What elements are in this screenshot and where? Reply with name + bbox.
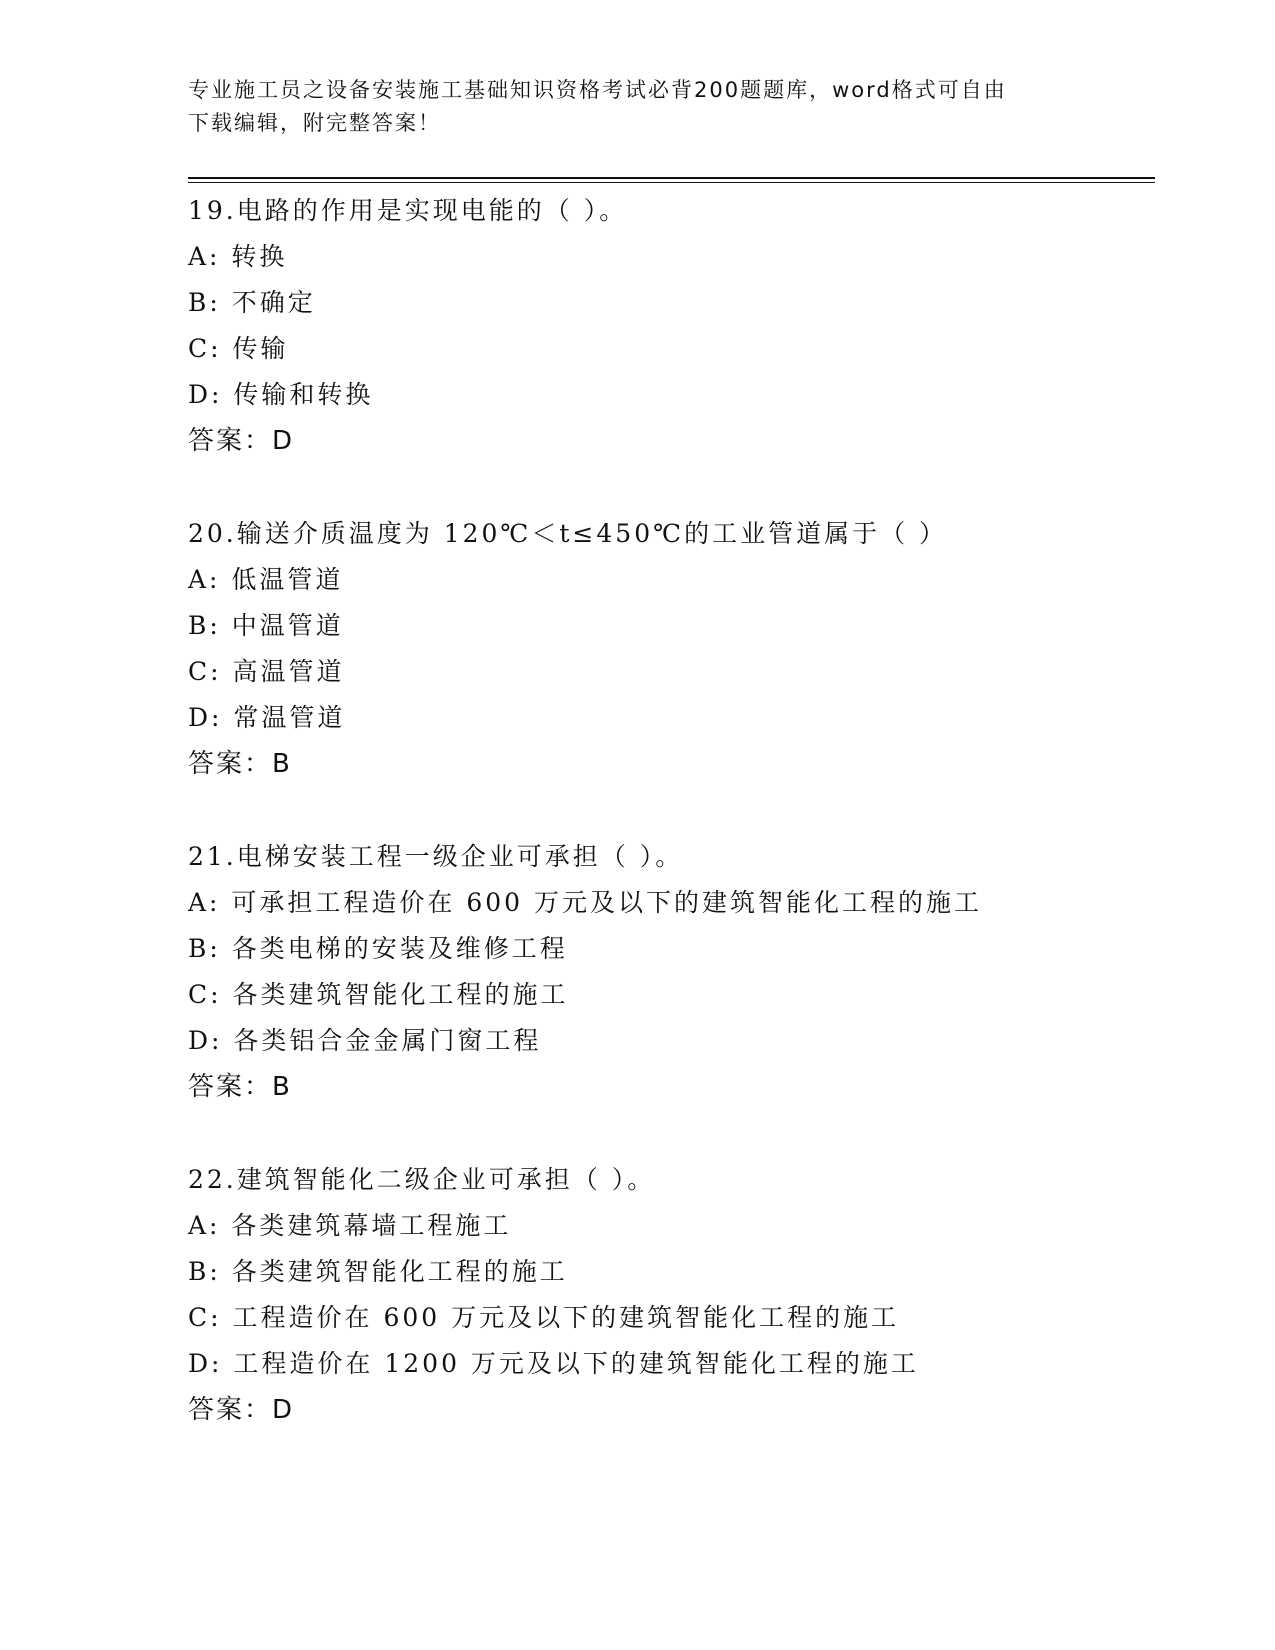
option-b: B: 各类电梯的安装及维修工程	[188, 934, 568, 963]
option-a: A: 转换	[188, 242, 288, 271]
option-c: C: 各类建筑智能化工程的施工	[188, 980, 569, 1009]
question-stem: 19.电路的作用是实现电能的（ ）。	[188, 196, 628, 225]
document-header	[188, 74, 1068, 140]
option-b: B: 不确定	[188, 288, 316, 317]
option-c: C: 工程造价在 600 万元及以下的建筑智能化工程的施工	[188, 1303, 900, 1332]
option-d: D: 各类铝合金金属门窗工程	[188, 1026, 542, 1055]
header-line-1: 专业施工员之设备安装施工基础知识资格考试必背200题题库，word格式可自由	[188, 78, 1007, 102]
question-stem: 20.输送介质温度为 120℃＜t≤450℃的工业管道属于（ ）	[188, 519, 948, 548]
option-a: A: 低温管道	[188, 565, 344, 594]
question-list	[188, 188, 1148, 1480]
question-20	[188, 511, 1148, 787]
question-stem: 21.电梯安装工程一级企业可承担（ ）。	[188, 842, 684, 871]
option-d: D: 工程造价在 1200 万元及以下的建筑智能化工程的施工	[188, 1349, 919, 1378]
header-divider-thin	[188, 182, 1155, 183]
option-a: A: 各类建筑幕墙工程施工	[188, 1211, 512, 1240]
answer-line: 答案：B	[188, 1072, 292, 1102]
header-line-2: 下载编辑，附完整答案！	[188, 111, 441, 135]
question-stem: 22.建筑智能化二级企业可承担（ ）。	[188, 1165, 656, 1194]
option-d: D: 传输和转换	[188, 380, 374, 409]
question-21	[188, 834, 1148, 1110]
option-d: D: 常温管道	[188, 703, 346, 732]
header-divider-thick	[188, 177, 1155, 179]
option-c: C: 高温管道	[188, 657, 345, 686]
question-22	[188, 1157, 1148, 1433]
question-19	[188, 188, 1148, 464]
option-a: A: 可承担工程造价在 600 万元及以下的建筑智能化工程的施工	[188, 888, 983, 917]
answer-line: 答案：D	[188, 1395, 295, 1425]
answer-line: 答案：D	[188, 426, 295, 456]
answer-line: 答案：B	[188, 749, 292, 779]
option-b: B: 中温管道	[188, 611, 344, 640]
option-c: C: 传输	[188, 334, 289, 363]
option-b: B: 各类建筑智能化工程的施工	[188, 1257, 568, 1286]
